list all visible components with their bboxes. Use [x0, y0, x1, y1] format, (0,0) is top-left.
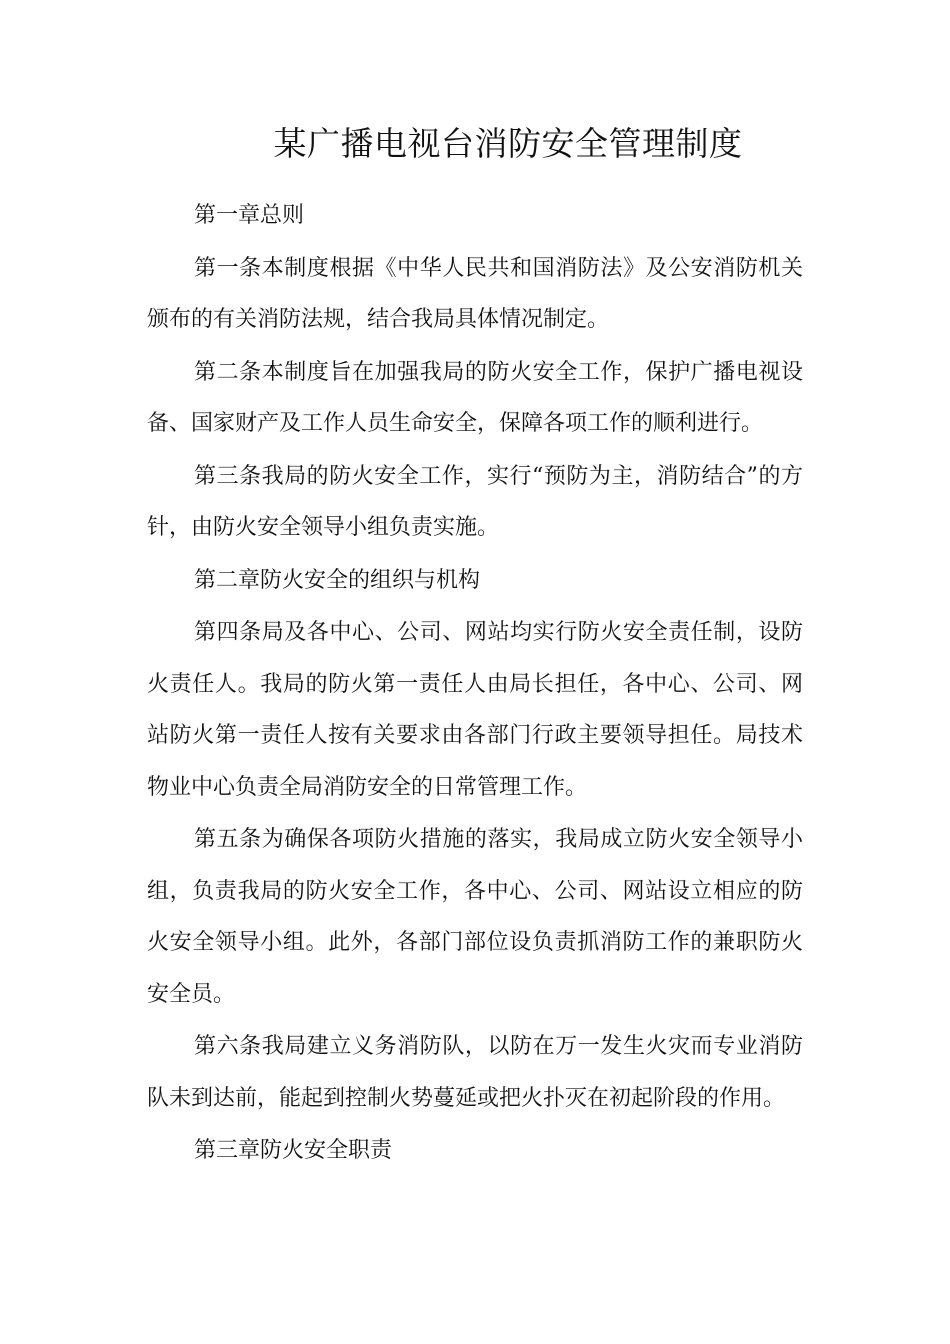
article-paragraph: 第三条我局的防火安全工作，实行“预防为主，消防结合”的方针，由防火安全领导小组负责实施。 [147, 463, 803, 540]
chapter-heading: 第二章防火安全的组织与机构 [194, 567, 481, 593]
article-paragraph: 第六条我局建立义务消防队，以防在万一发生火灾而专业消防队未到达前，能起到控制火势蔓延或把火扑灭在初起阶段的作用。 [147, 1034, 803, 1111]
document-title: 某广播电视台消防安全管理制度 [273, 124, 743, 163]
article-paragraph: 第一条本制度根据《中华人民共和国消防法》及公安消防机关颁布的有关消防法规，结合我局具体情况制定。 [147, 255, 803, 332]
article-paragraph: 第二条本制度旨在加强我局的防火安全工作，保护广播电视设备、国家财产及工作人员生命安全，保障各项工作的顺利进行。 [147, 359, 803, 436]
article-paragraph: 第四条局及各中心、公司、网站均实行防火安全责任制，设防火责任人。我局的防火第一责任人由局长担任，各中心、公司、网站防火第一责任人按有关要求由各部门行政主要领导担任。局技术物业中心负责全局消防安全的日常管理工作。 [147, 620, 803, 800]
article-paragraph: 第五条为确保各项防火措施的落实，我局成立防火安全领导小组，负责我局的防火安全工作，各中心、公司、网站设立相应的防火安全领导小组。此外，各部门部位设负责抓消防工作的兼职防火安全员。 [147, 827, 803, 1007]
chapter-heading: 第三章防火安全职责 [194, 1138, 393, 1163]
document-body [147, 190, 803, 1178]
chapter-heading: 第一章总则 [194, 203, 305, 228]
